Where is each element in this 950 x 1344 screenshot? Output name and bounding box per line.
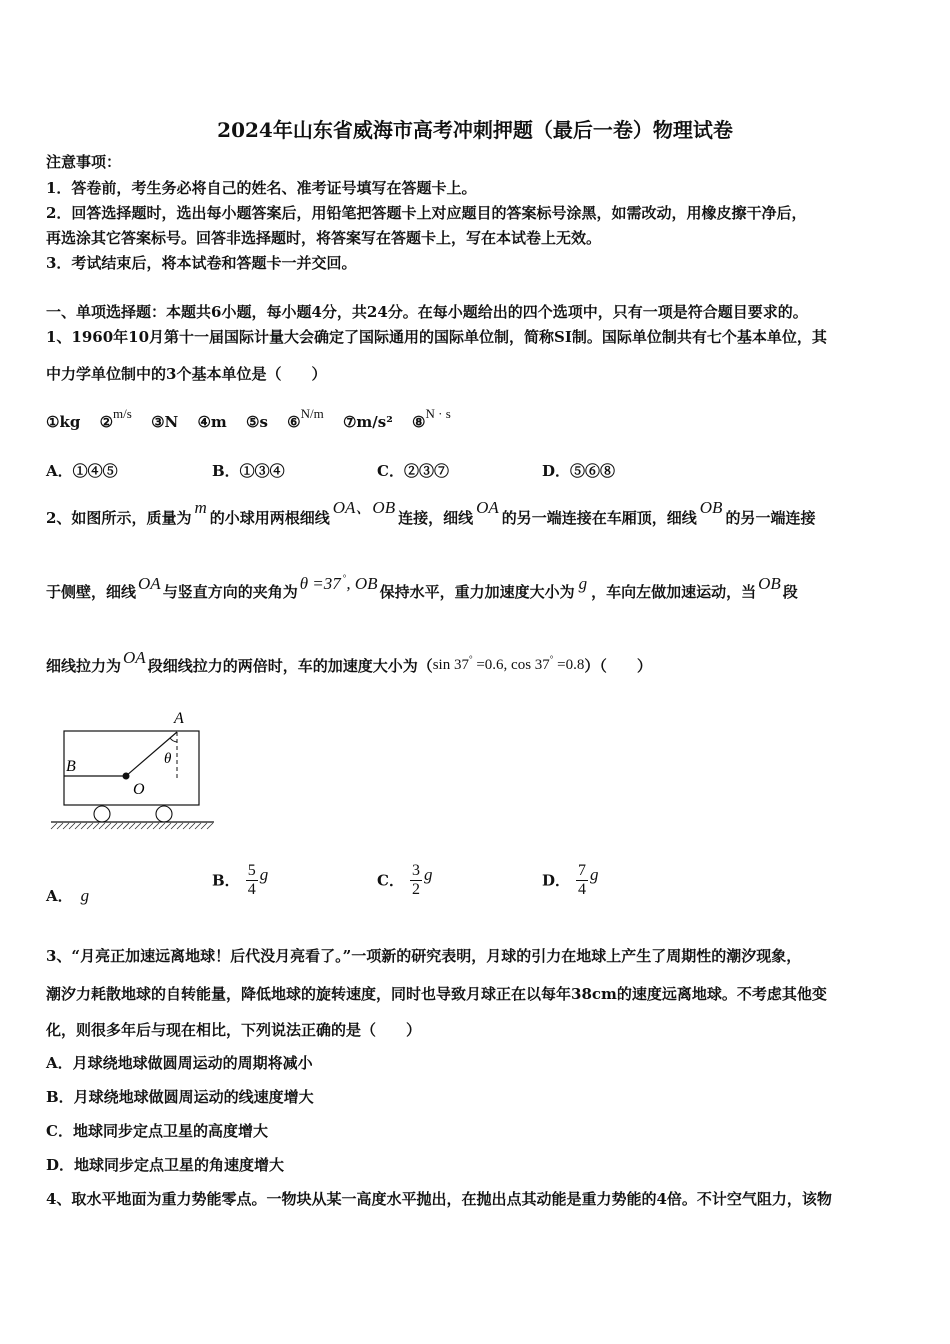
unit-6: N/m bbox=[300, 406, 324, 421]
q2-option-b[interactable]: B． $\frac{5}{4}$ g bbox=[212, 862, 269, 898]
q2-line-1: 2、如图所示，质量为m的小球用两根细线OA、OB连接，细线OA的另一端连接在车厢顶，细线OB的另一端连接 bbox=[46, 498, 816, 527]
oa-symbol: OA bbox=[138, 574, 161, 593]
q2-line-2: 于侧壁，细线 OA 与竖直方向的夹角为 θ =37 °, OB 保持水平，重力加速度大小为 g ，车向左做加速运动，当 OB 段 bbox=[46, 573, 798, 601]
fraction: $\frac{3}{2}$ bbox=[411, 862, 420, 898]
wheel-left bbox=[94, 806, 110, 822]
notice-item: 2．回答选择题时，选出每小题答案后，用铅笔把答题卡上对应题目的答案标号涂黑，如需改动，用橡皮擦干净后， bbox=[46, 204, 807, 222]
q1-stem: 1、1960年10月第十一届国际计量大会确定了国际通用的国际单位制，简称SI制。国际单位制共有七个基本单位，其 bbox=[46, 328, 827, 346]
q2-line-3: 细线拉力为 OA 段细线拉力的两倍时，车的加速度大小为（sin 37° =0.6, cos 37° =0.8）（ ） bbox=[46, 648, 652, 675]
label-a: A bbox=[174, 710, 184, 727]
label-o: O bbox=[133, 781, 145, 798]
label-b: B bbox=[66, 758, 76, 775]
wheel-right bbox=[156, 806, 172, 822]
ob-symbol: OB bbox=[699, 498, 723, 517]
notice-item: 1．答卷前，考生务必将自己的姓名、准考证号填写在答题卡上。 bbox=[46, 179, 477, 197]
section-heading: 一、单项选择题：本题共6小题，每小题4分，共24分。在每小题给出的四个选项中，只有一项是符合题目要求的。 bbox=[46, 303, 808, 321]
q1-option-c[interactable]: C．②③⑦ bbox=[377, 462, 449, 480]
q3-option-c[interactable]: C．地球同步定点卫星的高度增大 bbox=[46, 1122, 268, 1140]
fraction: $\frac{7}{4}$ bbox=[578, 862, 587, 898]
lines-symbol: OA、OB bbox=[332, 498, 396, 517]
unit-2-marker: ② bbox=[99, 413, 114, 431]
q1-option-a[interactable]: A．①④⑤ bbox=[46, 462, 118, 480]
trig-values: sin 37° =0.6, cos 37° =0.8 bbox=[432, 654, 585, 673]
q1-stem: 中力学单位制中的3个基本单位是（ ） bbox=[46, 365, 327, 383]
ob-symbol: , OB bbox=[346, 574, 378, 593]
unit-5: ⑤s bbox=[246, 413, 268, 431]
q1-option-d[interactable]: D．⑤⑥⑧ bbox=[542, 462, 616, 480]
ob-symbol: OB bbox=[758, 574, 781, 593]
unit-7: ⑦m/s² bbox=[342, 413, 393, 431]
q3-stem: 潮汐力耗散地球的自转能量，降低地球的旋转速度，同时也导致月球正在以每年38cm的速度远离地球。不考虑其他变 bbox=[46, 985, 827, 1003]
q3-option-a[interactable]: A．月球绕地球做圆周运动的周期将减小 bbox=[46, 1054, 313, 1072]
unit-2: m/s bbox=[113, 406, 132, 421]
theta-value: θ =37 bbox=[299, 574, 341, 593]
unit-6-marker: ⑥ bbox=[287, 413, 301, 431]
oa-symbol: OA bbox=[123, 648, 146, 667]
unit-3: ③N bbox=[151, 413, 179, 431]
ball bbox=[123, 773, 130, 780]
q4-stem: 4、取水平地面为重力势能零点。一物块从某一高度水平抛出，在抛出点其动能是重力势能的4倍。不计空气阻力，该物 bbox=[46, 1190, 832, 1208]
q3-option-b[interactable]: B．月球绕地球做圆周运动的线速度增大 bbox=[46, 1088, 314, 1106]
q3-stem: 3、“月亮正加速远离地球！后代没月亮看了。”一项新的研究表明，月球的引力在地球上产生了周期性的潮汐现象， bbox=[46, 947, 802, 965]
unit-1: ①kg bbox=[46, 413, 81, 431]
notice-item: 3．考试结束后，将本试卷和答题卡一并交回。 bbox=[46, 254, 357, 272]
unit-8: N · s bbox=[425, 406, 451, 421]
angle-arc bbox=[170, 738, 177, 742]
q3-option-d[interactable]: D．地球同步定点卫星的角速度增大 bbox=[46, 1156, 285, 1174]
q2-option-a[interactable]: A． g bbox=[46, 886, 90, 905]
oa-symbol: OA bbox=[476, 498, 499, 517]
q1-option-b[interactable]: B．①③④ bbox=[212, 462, 285, 480]
unit-4: ④m bbox=[197, 413, 227, 431]
label-theta: θ bbox=[164, 751, 172, 767]
carriage-box bbox=[64, 731, 199, 805]
g-symbol: g bbox=[578, 574, 588, 593]
q3-stem: 化，则很多年后与现在相比，下列说法正确的是（ ） bbox=[46, 1021, 422, 1039]
page-title: 2024年山东省威海市高考冲刺押题（最后一卷）物理试卷 bbox=[217, 118, 733, 142]
fraction: $\frac{5}{4}$ bbox=[247, 862, 256, 898]
q1-units bbox=[46, 406, 451, 433]
q2-option-c[interactable]: C． $\frac{3}{2}$ g bbox=[377, 862, 433, 898]
q2-figure bbox=[46, 703, 221, 833]
mass-symbol: m bbox=[194, 498, 207, 517]
notice-item: 再选涂其它答案标号。回答非选择题时，将答案写在答题卡上，写在本试卷上无效。 bbox=[46, 229, 602, 247]
ground-hatch bbox=[51, 823, 213, 829]
q2-option-d[interactable]: D． $\frac{7}{4}$ g bbox=[542, 862, 599, 898]
unit-8-marker: ⑧ bbox=[412, 413, 426, 431]
notice-heading: 注意事项： bbox=[46, 153, 122, 171]
